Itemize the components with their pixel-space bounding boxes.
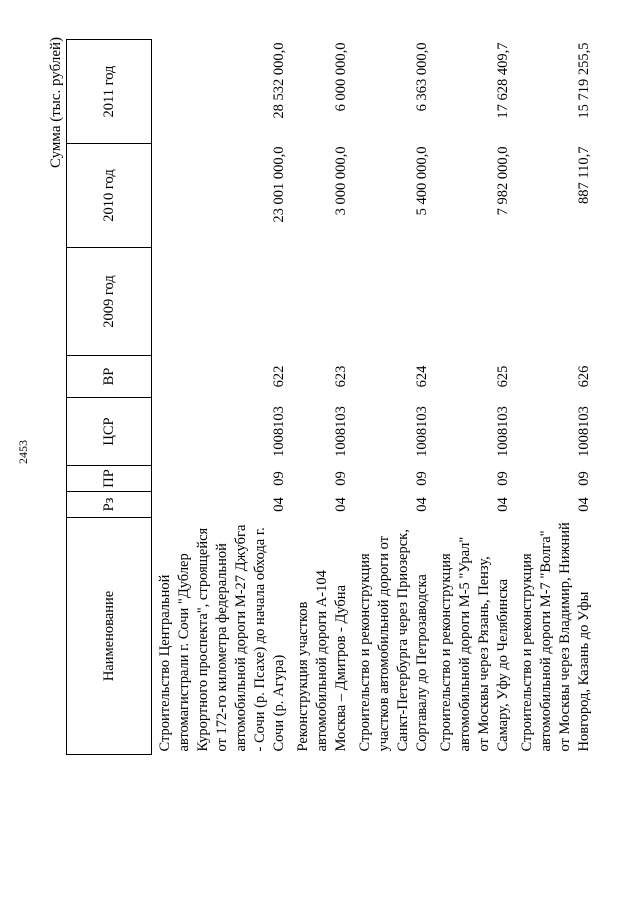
- header-2009: 2009 год: [67, 248, 152, 356]
- row-2009: [435, 248, 516, 356]
- row-tsr: 1008103: [576, 406, 592, 457]
- header-2010: 2010 год: [67, 144, 152, 248]
- row-rz: 04: [333, 497, 349, 512]
- row-2010: 7 982 000,0: [495, 146, 511, 216]
- row-2010: 887 110,7: [576, 146, 592, 204]
- table-row: [354, 40, 435, 755]
- row-name: Реконструкция участков автомобильной дороги А-104 Москва – Дмитров - Дубна: [295, 570, 349, 752]
- row-pr: 09: [333, 471, 349, 486]
- row-name: Строительство и реконструкция автомобильной дороги М-5 "Урал" от Москвы через Рязань, Пензу, Самару, Уфу до Челябинска: [438, 536, 511, 752]
- header-name: Наименование: [67, 518, 152, 755]
- row-name: Строительство и реконструкция участков автомобильной дороги от Санкт-Петербурга через Приозерск, Сортавалу до Петрозаводска: [357, 529, 430, 752]
- row-tsr: 1008103: [495, 406, 511, 457]
- row-rz: 04: [495, 497, 511, 512]
- row-2010: 3 000 000,0: [333, 146, 349, 216]
- row-2011: 28 532 000,0: [271, 42, 287, 119]
- table-row: [516, 40, 597, 755]
- row-2011: 15 719 255,5: [576, 42, 592, 119]
- header-2011: 2011 год: [67, 40, 152, 144]
- row-pr: 09: [495, 471, 511, 486]
- row-2009: [152, 248, 293, 356]
- row-rz: 04: [271, 497, 287, 512]
- row-rz: 04: [576, 497, 592, 512]
- row-tsr: 1008103: [271, 406, 287, 457]
- row-vr: 626: [576, 365, 592, 388]
- table-row: [435, 40, 516, 755]
- row-name: Строительство и реконструкция автомобильной дороги М-7 "Волга" от Москвы через Владимир, Нижний Новгород, Казань до Уфы: [519, 522, 592, 752]
- row-2011: 6 000 000,0: [333, 42, 349, 112]
- header-rz: Рз: [67, 492, 152, 518]
- table-row: [152, 40, 293, 755]
- row-pr: 09: [414, 471, 430, 486]
- header-tsr: ЦСР: [67, 398, 152, 466]
- row-tsr: 1008103: [414, 406, 430, 457]
- row-name: Строительство Центральной автомагистрали г. Сочи "Дублер Курортного проспекта", строящейся от 172-го километра федеральной автомобильной дороги М-27 Джубга - Сочи (р. Псахе) до начала обхода г. Сочи (р. Агура): [157, 524, 287, 752]
- row-2010: 5 400 000,0: [414, 146, 430, 216]
- header-row: [67, 40, 152, 755]
- row-2011: 17 628 409,7: [495, 42, 511, 119]
- row-2009: [354, 248, 435, 356]
- row-vr: 623: [333, 365, 349, 388]
- budget-table: [66, 39, 597, 755]
- header-pr: ПР: [67, 466, 152, 492]
- row-pr: 09: [576, 471, 592, 486]
- header-vr: ВР: [67, 356, 152, 398]
- row-2011: 6 363 000,0: [414, 42, 430, 112]
- page-number: 2453: [16, 440, 30, 464]
- row-2009: [292, 248, 354, 356]
- row-vr: 625: [495, 365, 511, 388]
- row-rz: 04: [414, 497, 430, 512]
- units-caption: Сумма (тыс. рублей): [48, 36, 64, 168]
- table-row: [292, 40, 354, 755]
- row-vr: 624: [414, 365, 430, 388]
- row-tsr: 1008103: [333, 406, 349, 457]
- row-pr: 09: [271, 471, 287, 486]
- row-vr: 622: [271, 365, 287, 388]
- row-2009: [516, 248, 597, 356]
- row-2010: 23 001 000,0: [271, 146, 287, 223]
